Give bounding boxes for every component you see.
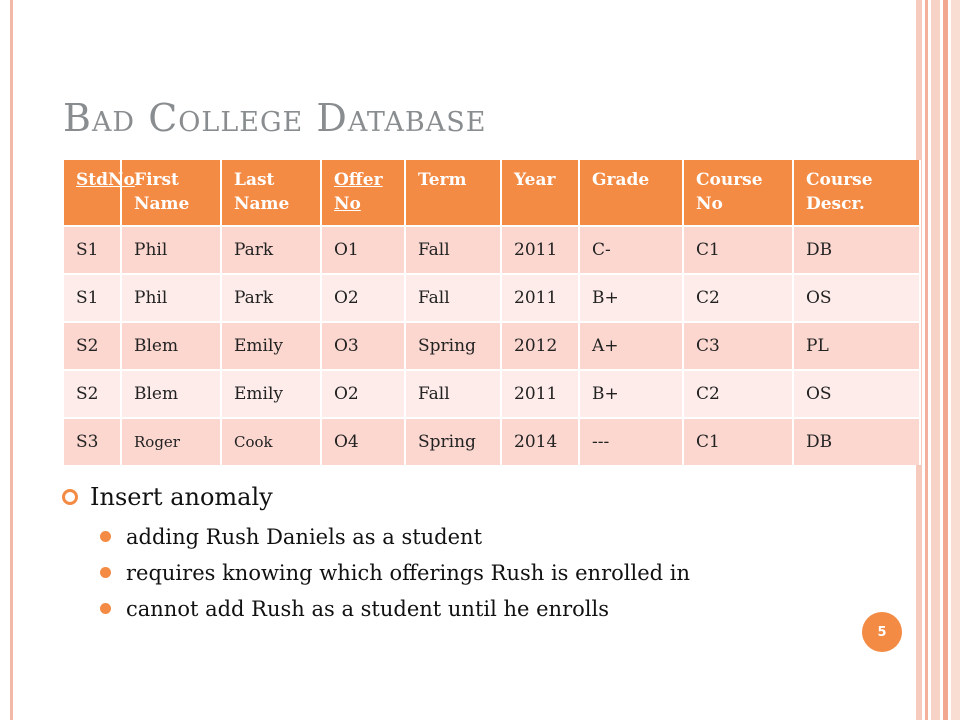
slide-title — [63, 96, 486, 140]
title-word-2: COLLEGE — [148, 96, 304, 140]
ring-bullet-icon — [62, 489, 78, 505]
cell-year: 2012 — [501, 322, 579, 370]
cell-grade: B+ — [579, 370, 683, 418]
title-word-3: DATABASE — [316, 96, 487, 140]
bullet-heading-text: Insert anomaly — [90, 483, 273, 511]
header-first-name: First Name — [121, 160, 221, 226]
page-number: 5 — [877, 624, 887, 640]
cell-last-name: Cook — [221, 418, 321, 465]
page-number-badge — [862, 612, 902, 652]
dot-bullet-icon — [100, 531, 111, 542]
header-term: Term — [405, 160, 501, 226]
cell-course-no: C3 — [683, 322, 793, 370]
bullet-heading — [62, 480, 882, 514]
cell-first-name: Phil — [121, 274, 221, 322]
table-row — [64, 226, 920, 274]
cell-first-name: Phil — [121, 226, 221, 274]
dot-bullet-icon — [100, 603, 111, 614]
sub-bullet-text: requires knowing which offerings Rush is enrolled in — [126, 561, 690, 585]
cell-course-descr: DB — [793, 418, 920, 465]
sub-bullet-text: adding Rush Daniels as a student — [126, 525, 483, 549]
dot-bullet-icon — [100, 567, 111, 578]
cell-stdno: S2 — [64, 322, 121, 370]
table-row — [64, 370, 920, 418]
cell-grade: B+ — [579, 274, 683, 322]
cell-term: Fall — [405, 370, 501, 418]
cell-offer-no: O2 — [321, 274, 405, 322]
cell-offer-no: O3 — [321, 322, 405, 370]
header-year: Year — [501, 160, 579, 226]
sub-bullet — [62, 596, 882, 622]
table-row — [64, 322, 920, 370]
bullet-list — [62, 480, 882, 622]
sub-bullet — [62, 524, 882, 550]
table-row — [64, 418, 920, 465]
cell-offer-no: O1 — [321, 226, 405, 274]
cell-term: Fall — [405, 274, 501, 322]
header-stdno: StdNo — [64, 160, 121, 226]
title-word-1: BAD — [63, 96, 136, 140]
header-last-name: Last Name — [221, 160, 321, 226]
cell-year: 2011 — [501, 226, 579, 274]
header-offer-no: Offer No — [321, 160, 405, 226]
cell-course-no: C2 — [683, 370, 793, 418]
cell-grade: C- — [579, 226, 683, 274]
sub-bullet — [62, 560, 882, 586]
header-course-no: Course No — [683, 160, 793, 226]
cell-grade: --- — [579, 418, 683, 465]
cell-course-descr: PL — [793, 322, 920, 370]
cell-course-descr: OS — [793, 370, 920, 418]
cell-last-name: Emily — [221, 322, 321, 370]
sub-bullet-text: cannot add Rush as a student until he enrolls — [126, 597, 609, 621]
cell-course-descr: DB — [793, 226, 920, 274]
cell-year: 2011 — [501, 370, 579, 418]
table-header-row — [64, 160, 920, 226]
header-grade: Grade — [579, 160, 683, 226]
cell-last-name: Park — [221, 274, 321, 322]
student-database-table — [64, 160, 921, 465]
header-course-descr: Course Descr. — [793, 160, 920, 226]
right-decorative-stripes — [916, 0, 960, 720]
cell-grade: A+ — [579, 322, 683, 370]
cell-term: Spring — [405, 418, 501, 465]
table-row — [64, 274, 920, 322]
cell-first-name: Blem — [121, 370, 221, 418]
cell-first-name: Blem — [121, 322, 221, 370]
cell-stdno: S3 — [64, 418, 121, 465]
cell-stdno: S1 — [64, 274, 121, 322]
cell-course-no: C1 — [683, 226, 793, 274]
cell-last-name: Park — [221, 226, 321, 274]
cell-year: 2014 — [501, 418, 579, 465]
cell-last-name: Emily — [221, 370, 321, 418]
left-decorative-rule — [10, 0, 13, 720]
cell-offer-no: O2 — [321, 370, 405, 418]
cell-course-descr: OS — [793, 274, 920, 322]
cell-stdno: S2 — [64, 370, 121, 418]
cell-term: Spring — [405, 322, 501, 370]
cell-stdno: S1 — [64, 226, 121, 274]
cell-term: Fall — [405, 226, 501, 274]
cell-offer-no: O4 — [321, 418, 405, 465]
cell-course-no: C1 — [683, 418, 793, 465]
cell-first-name: Roger — [121, 418, 221, 465]
cell-course-no: C2 — [683, 274, 793, 322]
cell-year: 2011 — [501, 274, 579, 322]
